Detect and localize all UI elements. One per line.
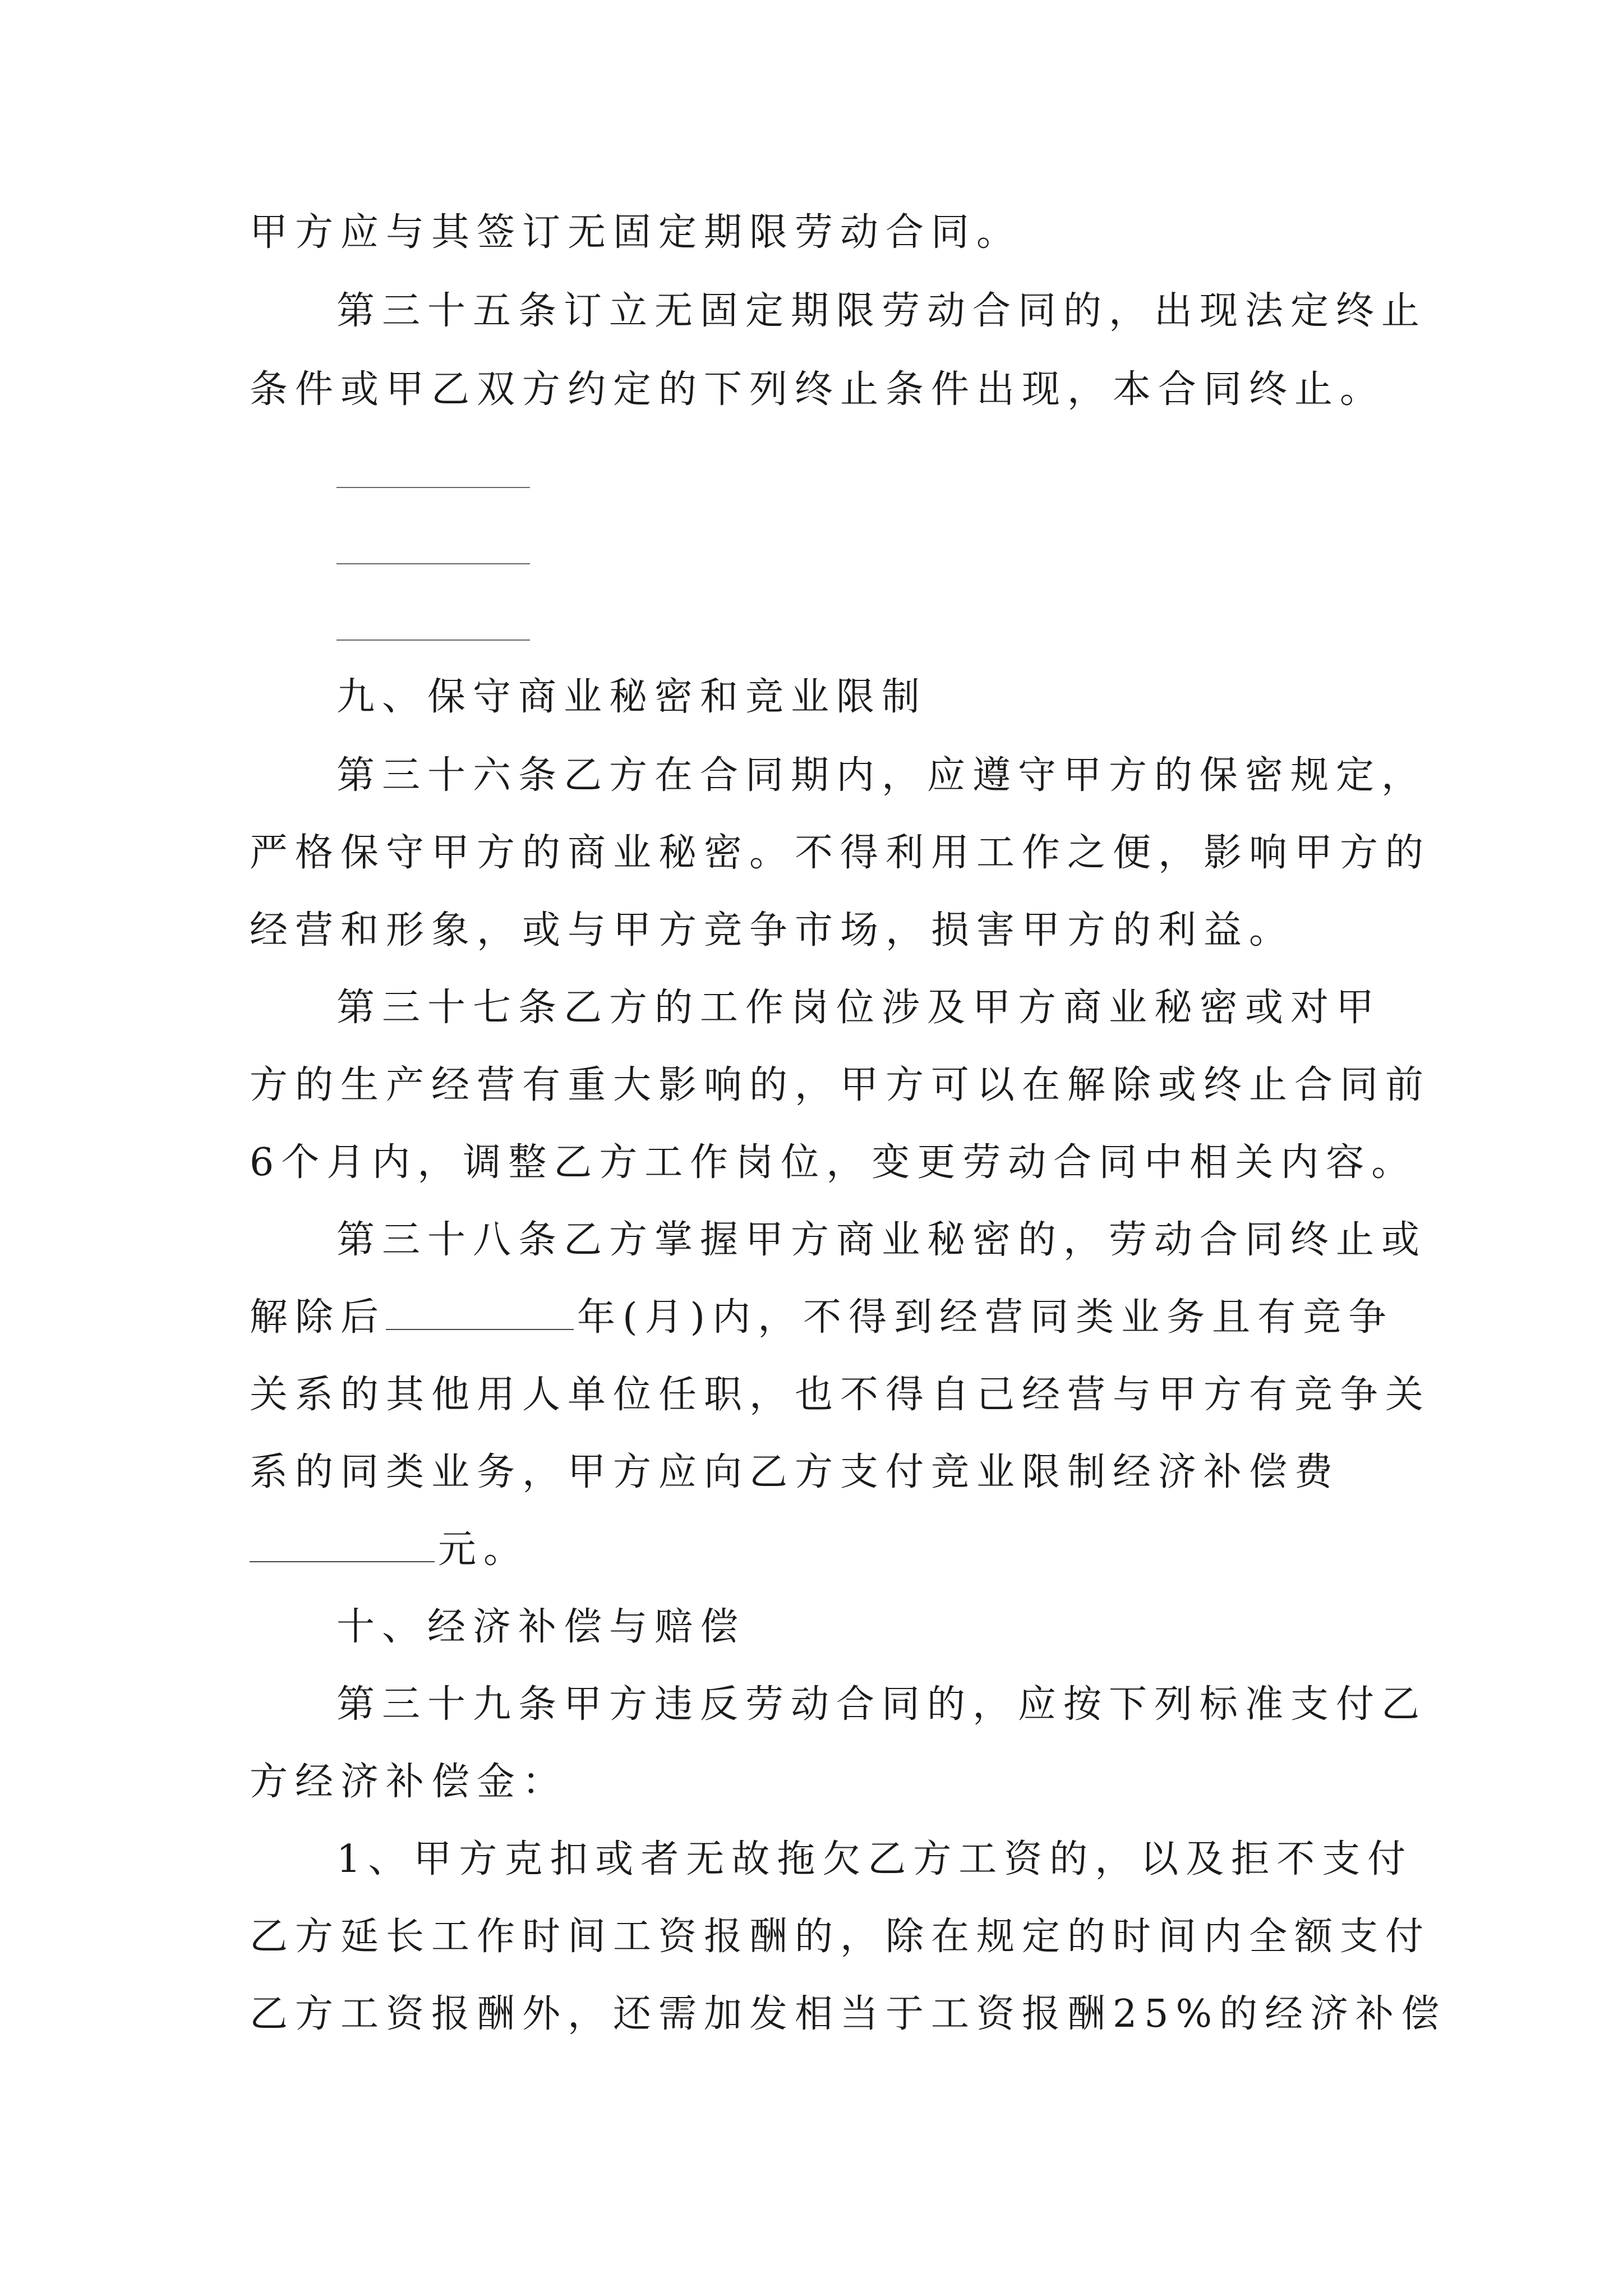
blank-fill-line-2 — [336, 563, 530, 564]
article-37-line-1: 第三十七条乙方的工作岗位涉及甲方商业秘密或对甲 — [336, 986, 1382, 1030]
article-38-line-1: 第三十八条乙方掌握甲方商业秘密的，劳动合同终止或 — [336, 1218, 1427, 1262]
article-39-line-1: 第三十九条甲方违反劳动合同的，应按下列标准支付乙 — [336, 1682, 1427, 1727]
section-heading-9: 九、保守商业秘密和竞业限制 — [336, 675, 928, 719]
clause-1-line-1: 1、甲方克扣或者无故拖欠乙方工资的，以及拒不支付 — [336, 1837, 1413, 1881]
article-36-line-3: 经营和形象，或与甲方竞争市场，损害甲方的利益。 — [250, 908, 1295, 953]
article-38-line-2 — [250, 1290, 1394, 1346]
article-37-line-2: 方的生产经营有重大影响的，甲方可以在解除或终止合同前 — [250, 1063, 1431, 1107]
article-38-line-5-suffix: 元。 — [438, 1527, 529, 1572]
article-35-line-1: 第三十五条订立无固定期限劳动合同的，出现法定终止 — [336, 289, 1427, 333]
article-38-line-2-prefix: 解除后 — [250, 1295, 386, 1340]
clause-1-line-2: 乙方延长工作时间工资报酬的，除在规定的时间内全额支付 — [250, 1915, 1431, 1959]
section-heading-10: 十、经济补偿与赔偿 — [336, 1605, 746, 1649]
article-36-line-2: 严格保守甲方的商业秘密。不得利用工作之便，影响甲方的 — [250, 831, 1431, 875]
blank-fill-line-1 — [336, 487, 530, 488]
article-36-line-1: 第三十六条乙方在合同期内，应遵守甲方的保密规定， — [336, 753, 1427, 798]
amount-blank-field — [250, 1526, 435, 1562]
article-38-line-2-suffix: 年(月)内，不得到经营同类业务且有竞争 — [577, 1295, 1394, 1340]
article-35-line-2: 条件或甲乙双方约定的下列终止条件出现，本合同终止。 — [250, 367, 1386, 412]
article-39-line-2: 方经济补偿金： — [250, 1760, 568, 1804]
article-38-line-5 — [250, 1522, 1382, 1578]
article-38-line-3: 关系的其他用人单位任职，也不得自己经营与甲方有竞争关 — [250, 1373, 1431, 1417]
clause-1-line-3: 乙方工资报酬外，还需加发相当于工资报酬25%的经济补偿 — [250, 1992, 1447, 2036]
article-38-line-4: 系的同类业务，甲方应向乙方支付竞业限制经济补偿费 — [250, 1450, 1340, 1494]
years-blank-field — [386, 1294, 574, 1330]
blank-fill-line-3 — [336, 639, 530, 641]
paragraph-line: 甲方应与其签订无固定期限劳动合同。 — [250, 210, 1022, 255]
article-37-line-3: 6个月内，调整乙方工作岗位，变更劳动合同中相关内容。 — [250, 1140, 1417, 1185]
